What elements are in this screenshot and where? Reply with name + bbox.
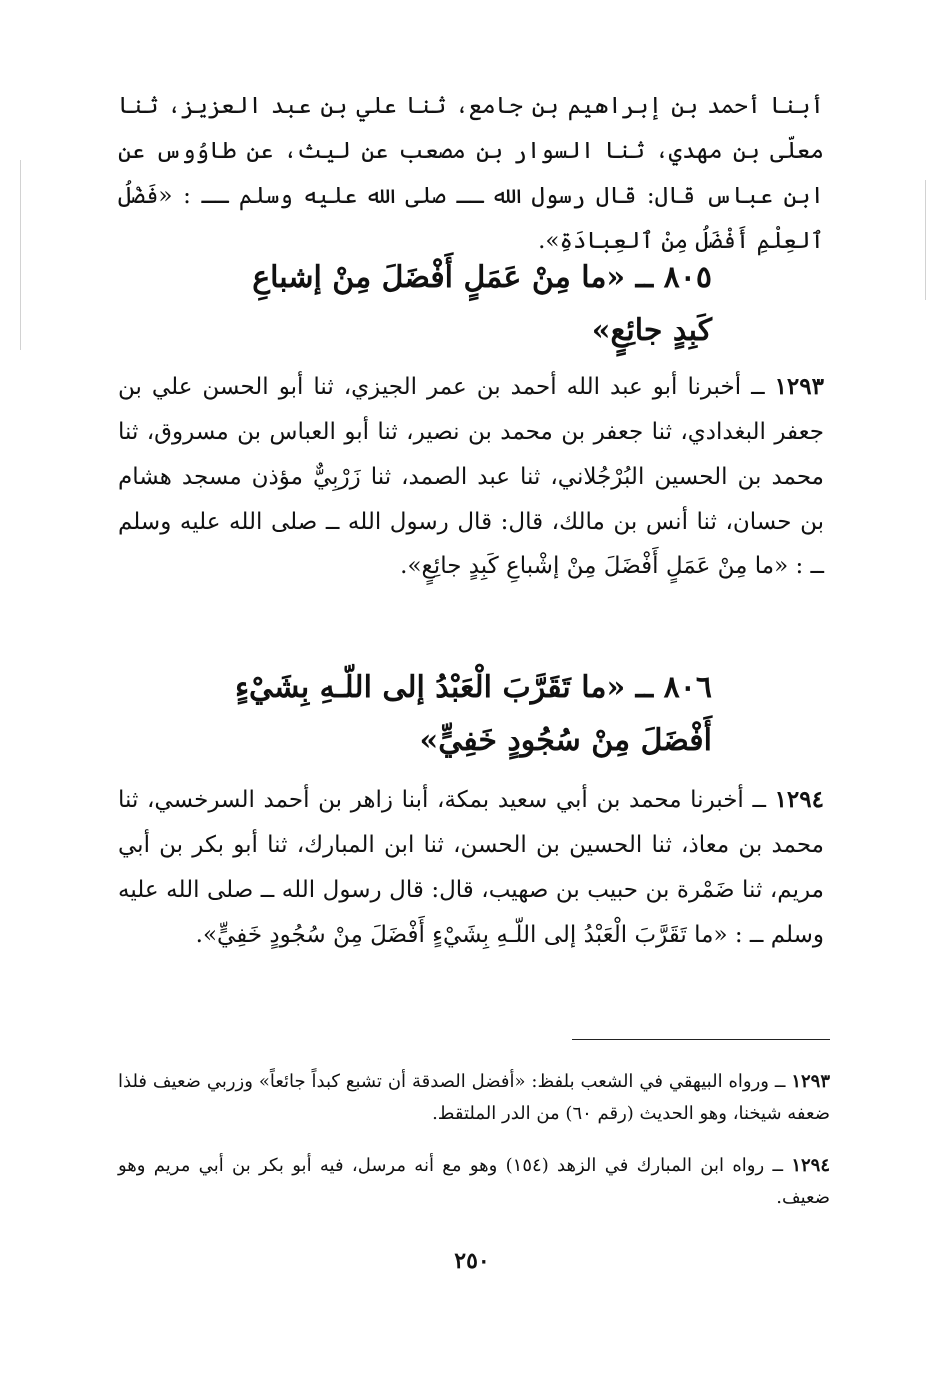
footnote-1293	[118, 1066, 830, 1129]
footnote-1293-text: ــ ورواه البيهقي في الشعب بلفظ: «أفضل الصدقة أن تشبع كبداً جائعاً» وزربي ضعيف فلذا ضعفه شيخنا، وهو الحديث (رقم ٦٠) من الدر الملتقط.	[118, 1071, 830, 1124]
entry-1294-text: ــ أخبرنا محمد بن أبي سعيد بمكة، أبنا زاهر بن أحمد السرخسي، ثنا محمد بن معاذ، ثنا الحسين بن الحسن، ثنا ابن المبارك، ثنا أبو بكر بن أبي مريم، ثنا ضَمْرة بن حبيب بن صهيب، قال: قال رسول الله ــ صلى الله عليه وسلم ــ : «ما تَقَرَّبَ الْعَبْدُ إلى اللّـهِ بِشَيْءٍ أَفْضَلَ مِنْ سُجُودٍ خَفِيٍّ».	[118, 787, 824, 948]
footnote-1293-number: ١٢٩٣	[791, 1071, 830, 1092]
footnote-1294-number: ١٢٩٤	[791, 1155, 831, 1176]
entry-1293-paragraph	[118, 365, 824, 589]
page-number: ٢٥٠	[454, 1248, 490, 1274]
hadith-806-heading: ٨٠٦ ــ «ما تَقَرَّبَ الْعَبْدُ إلى اللّـهِ بِشَيْءٍ أَفْضَلَ مِنْ سُجُودٍ خَفِيٍّ»	[234, 670, 712, 758]
entry-1294-number: ١٢٩٤	[774, 786, 824, 813]
scan-artifact-line	[925, 180, 926, 300]
hadith-805-heading: ٨٠٥ ــ «ما مِنْ عَمَلٍ أَفْضَلَ مِنْ إشباعِ كَبِدٍ جائِعٍ»	[252, 260, 712, 348]
scan-artifact-line	[20, 160, 21, 350]
entry-1293-number: ١٢٩٣	[774, 373, 824, 400]
footnote-1294-text: ــ رواه ابن المبارك في الزهد (١٥٤) وهو مع أنه مرسل، فيه أبو بكر بن أبي مريم وهو ضعيف.	[118, 1155, 830, 1208]
footnote-separator	[572, 1039, 830, 1040]
entry-1293-text: ــ أخبرنا أبو عبد الله أحمد بن عمر الجيزي، ثنا أبو الحسن علي بن جعفر البغدادي، ثنا جعفر بن محمد بن نصير، ثنا أبو العباس بن مسروق، ثنا محمد بن الحسين البُرْجُلاني، ثنا عبد الصمد، ثنا زَرْبِيٌّ مؤذن مسجد هشام بن حسان، ثنا أنس بن مالك، قال: قال رسول الله ــ صلى الله عليه وسلم ــ : «ما مِنْ عَمَلٍ أَفْضَلَ مِنْ إشْباعِ كَبِدٍ جائِعٍ».	[118, 374, 824, 580]
entry-1294-paragraph	[118, 778, 824, 957]
intro-paragraph: أبنا أحمد بن إبراهيم بن جامع، ثنا علي بن عبد العزيز، ثنا معلّى بن مهدي، ثنا السوار بن مصعب عن ليث، عن طاوُوس عن ابن عباس قال: قال رسول الله ــ صلى الله عليه وسلم ــ : «فَضْلُ ٱلعِلْمِ أَفْضَلُ مِنْ ٱلعِبادَةِ».	[118, 93, 824, 254]
footnote-1294	[118, 1150, 830, 1213]
